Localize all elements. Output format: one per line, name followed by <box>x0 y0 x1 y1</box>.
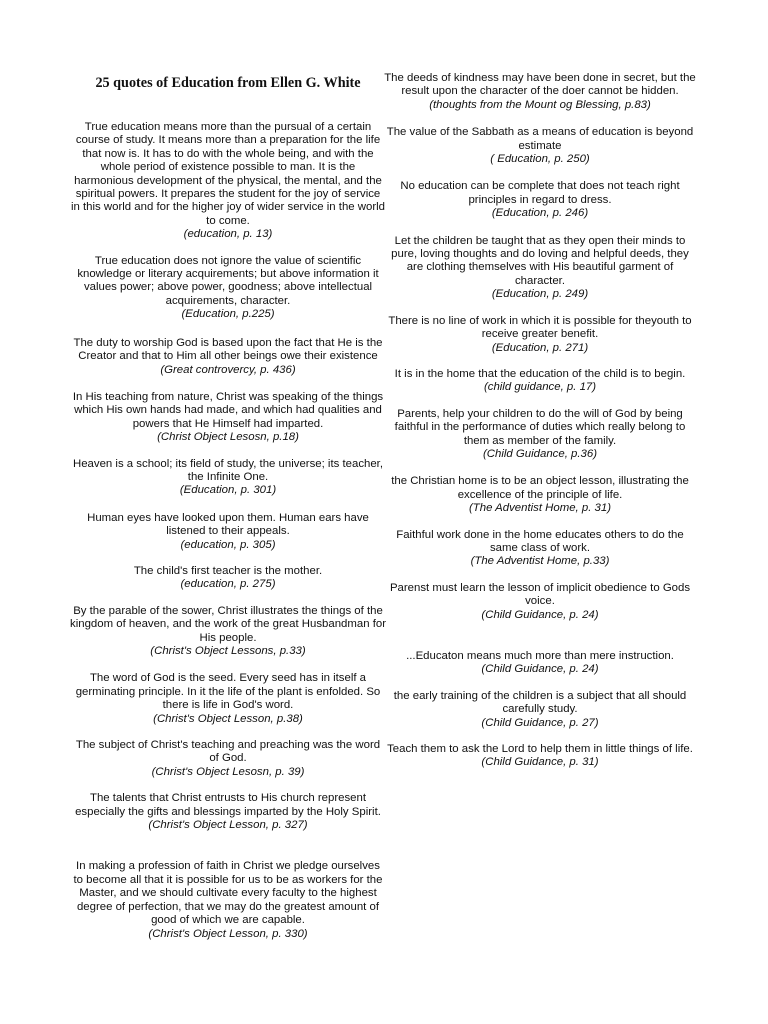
quote-source: (Christ's Object Lesson, p.38) <box>153 712 303 725</box>
quote-text: Parents, help your children to do the will of God by being faithful in the performance of duties which really belong to them as member of the family. <box>394 407 686 447</box>
quote-block <box>384 743 696 770</box>
quote-block <box>70 458 386 498</box>
quote-source: (thoughts from the Mount og Blessing, p.83) <box>429 98 651 111</box>
quote-source: ( Education, p. 250) <box>490 153 590 166</box>
quote-text: There is no line of work in which it is possible for theyouth to receive greater benefit. <box>388 314 692 341</box>
quote-text: True education does not ignore the value of scientific knowledge or literary acquirements; but above information it values power; above power, goodness; above intellectual acquirements, character. <box>77 254 379 307</box>
quote-text: No education can be complete that does not teach right principles in regard to dress. <box>400 180 680 206</box>
quote-source: (education, p. 305) <box>180 538 276 551</box>
quote-block <box>70 391 386 445</box>
document-title: 25 quotes of Education from Ellen G. White <box>95 75 361 91</box>
quote-source: (education, p. 13) <box>183 228 273 241</box>
quote-text: Faithful work done in the home educates others to do the same class of work. <box>396 528 684 554</box>
quote-block <box>384 126 696 166</box>
quote-source: (Education, p. 249) <box>491 288 589 301</box>
quote-text: Parenst must learn the lesson of implicit obedience to Gods voice. <box>389 581 691 608</box>
quote-text: the early training of the children is a subject that all should carefully study. <box>393 689 687 716</box>
quote-source: (Child Guidance, p.36) <box>483 447 597 460</box>
quote-text: The word of God is the seed. Every seed has in itself a germinating principle. In it the life of the plant is enfolded. So there is life in God's word. <box>75 672 381 712</box>
left-quote-column <box>70 121 386 941</box>
quote-text: True education means more than the pursual of a certain course of study. It means more than a preparation for the life that now is. It has to do with the whole being, and with the whole period of existence possible to man. It is the harmonious development of the physical, the mental, and the spiritual powers. It prepares the student for the joy of service in this world and for the higher joy of wider service in the world to come. <box>70 121 386 227</box>
quote-text: Human eyes have looked upon them. Human ears have listened to their appeals. <box>87 511 369 538</box>
quote-text: ...Educaton means much more than mere instruction. <box>406 650 674 662</box>
quote-block <box>384 408 696 462</box>
quote-block <box>70 860 386 940</box>
quote-source: (Child Guidance, p. 27) <box>481 716 599 729</box>
quote-text: Teach them to ask the Lord to help them in little things of life. <box>387 743 693 756</box>
quote-text: Heaven is a school; its field of study, the universe; its teacher, the Infinite One. <box>72 457 384 483</box>
quote-source: (Christ's Object Lessons, p.33) <box>150 645 306 657</box>
quote-text: The value of the Sabbath as a means of education is beyond estimate <box>386 126 694 152</box>
quote-text: The deeds of kindness may have been done in secret, but the result upon the character of the doer cannot be hidden. <box>384 72 696 98</box>
quote-source: (education, p. 275) <box>180 578 276 591</box>
quote-block <box>384 72 696 112</box>
quote-source: (Education, p. 301) <box>179 484 277 497</box>
quote-block <box>70 792 386 832</box>
quote-source: (Great controvercy, p. 436) <box>160 363 296 376</box>
right-quote-column <box>384 72 696 770</box>
quote-block <box>384 235 696 302</box>
quote-block <box>70 255 386 322</box>
quote-block <box>384 180 696 220</box>
quote-source: (Christ's Object Lesosn, p. 39) <box>151 765 305 778</box>
quote-source: (child guidance, p. 17) <box>483 381 597 394</box>
quote-source: (Child Guidance, p. 31) <box>481 756 599 769</box>
quote-text: The duty to worship God is based upon the fact that He is the Creator and that to Him all other beings owe their existence <box>73 336 383 363</box>
quote-source: (Education, p. 246) <box>491 207 589 220</box>
quote-text: Let the children be taught that as they open their minds to pure, loving thoughts and do loving and helpful deeds, they are clothing themselves with His beautiful garment of character. <box>391 234 689 287</box>
quote-source: (Christ's Object Lesson, p. 330) <box>148 927 308 940</box>
quote-text: The child's first teacher is the mother. <box>133 564 323 577</box>
quote-text: In His teaching from nature, Christ was speaking of the things which His own hands had made, and which had qualities and powers that He Himself had imparted. <box>72 390 384 430</box>
quote-source: (Education, p.225) <box>181 308 275 321</box>
quote-block <box>384 650 696 677</box>
quote-block <box>70 565 386 592</box>
quote-source: (Child Guidance, p. 24) <box>481 663 599 676</box>
quote-text: The talents that Christ entrusts to His church represent especially the gifts and blessings imparted by the Holy Spirit. <box>75 792 381 818</box>
quote-source: (Christ's Object Lesson, p. 327) <box>148 819 308 832</box>
quote-text: By the parable of the sower, Christ illustrates the things of the kingdom of heaven, and the work of the great Husbandman for His people. <box>70 604 386 644</box>
quote-block <box>70 605 386 659</box>
quote-source: (Education, p. 271) <box>491 341 589 354</box>
quote-block <box>384 475 696 515</box>
quote-block <box>70 739 386 779</box>
quote-source: (The Adventist Home, p. 31) <box>468 502 612 515</box>
quote-block <box>384 368 696 395</box>
quote-text: In making a profession of faith in Christ we pledge ourselves to become all that it is possible for us to be as workers for the Master, and we should cultivate every faculty to the highest degree of perfection, that we may do the greatest amount of good of which we are capable. <box>73 860 383 927</box>
quote-text: The subject of Christ's teaching and preaching was the word of God. <box>75 739 381 765</box>
quote-block <box>70 121 386 242</box>
quote-block <box>384 582 696 622</box>
quote-text: the Christian home is to be an object lesson, illustrating the excellence of the principle of life. <box>391 475 689 501</box>
quote-block <box>70 337 386 377</box>
quote-block <box>384 690 696 730</box>
quote-block <box>70 512 386 552</box>
quote-text: It is in the home that the education of the child is to begin. <box>394 367 686 380</box>
quote-block <box>70 672 386 726</box>
quote-source: (The Adventist Home, p.33) <box>470 555 610 568</box>
quote-source: (Child Guidance, p. 24) <box>481 608 599 621</box>
quote-block <box>384 529 696 569</box>
quote-block <box>384 315 696 355</box>
quote-source: (Christ Object Lesosn, p.18) <box>157 431 299 444</box>
